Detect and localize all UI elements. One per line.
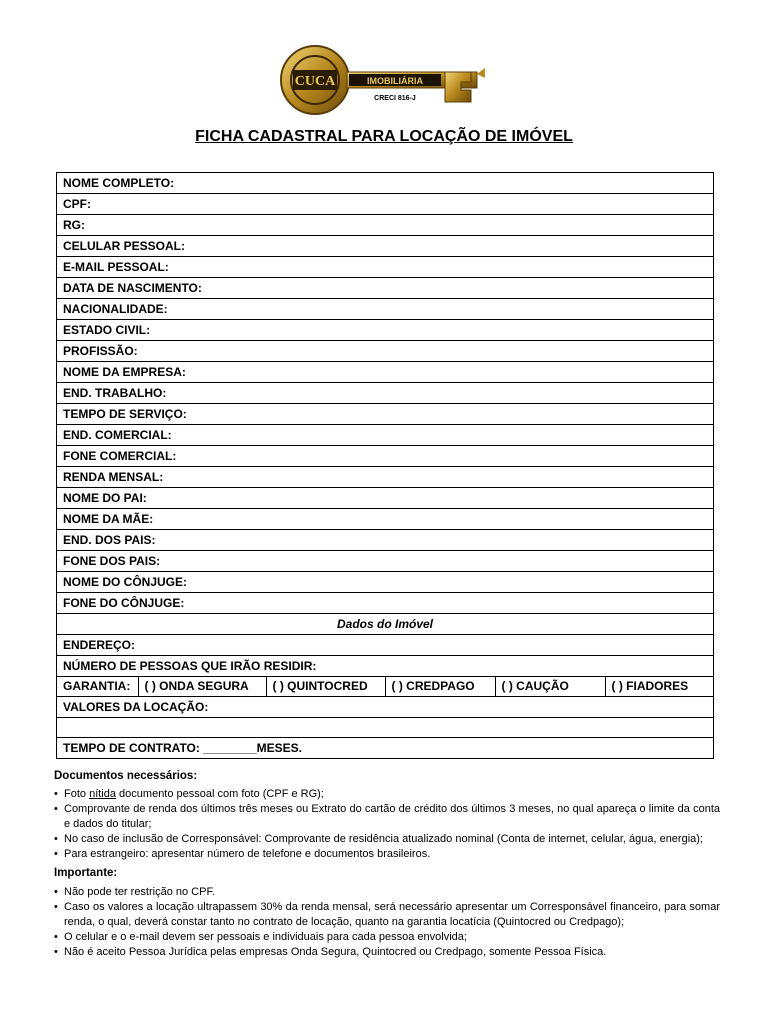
field-cpf[interactable]: CPF: [57,194,714,215]
list-item: • Para estrangeiro: apresentar número de telefone e documentos brasileiros. [54,847,720,862]
company-logo [277,42,497,118]
notes-section [54,769,720,960]
list-item: • Não pode ter restrição no CPF. [54,885,720,900]
field-nome-conjuge[interactable]: NOME DO CÔNJUGE: [57,572,714,593]
important-heading: Importante: [54,867,118,879]
field-end-comercial[interactable]: END. COMERCIAL: [57,425,714,446]
logo-line1: IMOBILIÁRIA [367,76,423,86]
list-item: • Foto nítida documento pessoal com foto (CPF e RG); [54,787,720,802]
section-title: Dados do Imóvel [57,614,714,635]
field-numero-pessoas[interactable]: NÚMERO DE PESSOAS QUE IRÃO RESIDIR: [57,656,714,677]
field-valores-locacao[interactable]: VALORES DA LOCAÇÃO: [57,697,714,718]
field-data-nascimento[interactable]: DATA DE NASCIMENTO: [57,278,714,299]
field-valores-locacao-blank[interactable] [57,718,714,738]
page-title: FICHA CADASTRAL PARA LOCAÇÃO DE IMÓVEL [195,128,573,145]
field-end-pais[interactable]: END. DOS PAIS: [57,530,714,551]
guarantee-option-fiadores[interactable]: ( ) FIADORES [605,677,713,696]
logo-line2: CRECI 816-J [374,95,416,102]
important-list [54,885,720,960]
field-rg[interactable]: RG: [57,215,714,236]
field-nome-empresa[interactable]: NOME DA EMPRESA: [57,362,714,383]
field-fone-comercial[interactable]: FONE COMERCIAL: [57,446,714,467]
documents-list [54,787,720,862]
guarantee-row [57,677,714,697]
guarantee-option-caucao[interactable]: ( ) CAUÇÃO [495,677,605,696]
field-celular[interactable]: CELULAR PESSOAL: [57,236,714,257]
guarantee-option-credpago[interactable]: ( ) CREDPAGO [385,677,495,696]
field-end-trabalho[interactable]: END. TRABALHO: [57,383,714,404]
field-renda-mensal[interactable]: RENDA MENSAL: [57,467,714,488]
list-item: • O celular e o e-mail devem ser pessoais e individuais para cada pessoa envolvida; [54,930,720,945]
field-nome-completo[interactable]: NOME COMPLETO: [57,173,714,194]
guarantee-option-quintocred[interactable]: ( ) QUINTOCRED [266,677,385,696]
list-item: • No caso de inclusão de Corresponsável: Comprovante de residência atualizado nominal (Conta de internet, celular, água, energia); [54,832,720,847]
list-item: • Não é aceito Pessoa Jurídica pelas empresas Onda Segura, Quintocred ou Credpago, somente Pessoa Física. [54,945,720,960]
field-endereco[interactable]: ENDEREÇO: [57,635,714,656]
field-tempo-servico[interactable]: TEMPO DE SERVIÇO: [57,404,714,425]
documents-heading: Documentos necessários: [54,770,198,782]
list-item: • Comprovante de renda dos últimos três meses ou Extrato do cartão de crédito dos últimos 3 meses, no qual apareça o limite da conta e dados do titular; [54,802,720,832]
field-email[interactable]: E-MAIL PESSOAL: [57,257,714,278]
field-profissao[interactable]: PROFISSÃO: [57,341,714,362]
logo-brand: CUCA [294,74,336,89]
field-nome-mae[interactable]: NOME DA MÃE: [57,509,714,530]
guarantee-option-onda-segura[interactable]: ( ) ONDA SEGURA [138,677,266,696]
field-nome-pai[interactable]: NOME DO PAI: [57,488,714,509]
field-fone-conjuge[interactable]: FONE DO CÔNJUGE: [57,593,714,614]
field-nacionalidade[interactable]: NACIONALIDADE: [57,299,714,320]
list-item: • Caso os valores a locação ultrapassem 30% da renda mensal, será necessário apresentar um Corresponsável financeiro, para somar renda, o qual, deverá constar tanto no contrato de locação, quanto na garantia locatícia (Quintocred ou Credpago); [54,900,720,930]
registration-form [56,172,714,759]
field-tempo-contrato[interactable]: TEMPO DE CONTRATO: ________MESES. [57,738,714,759]
field-fone-pais[interactable]: FONE DOS PAIS: [57,551,714,572]
field-estado-civil[interactable]: ESTADO CIVIL: [57,320,714,341]
guarantee-label: GARANTIA: [63,679,131,693]
